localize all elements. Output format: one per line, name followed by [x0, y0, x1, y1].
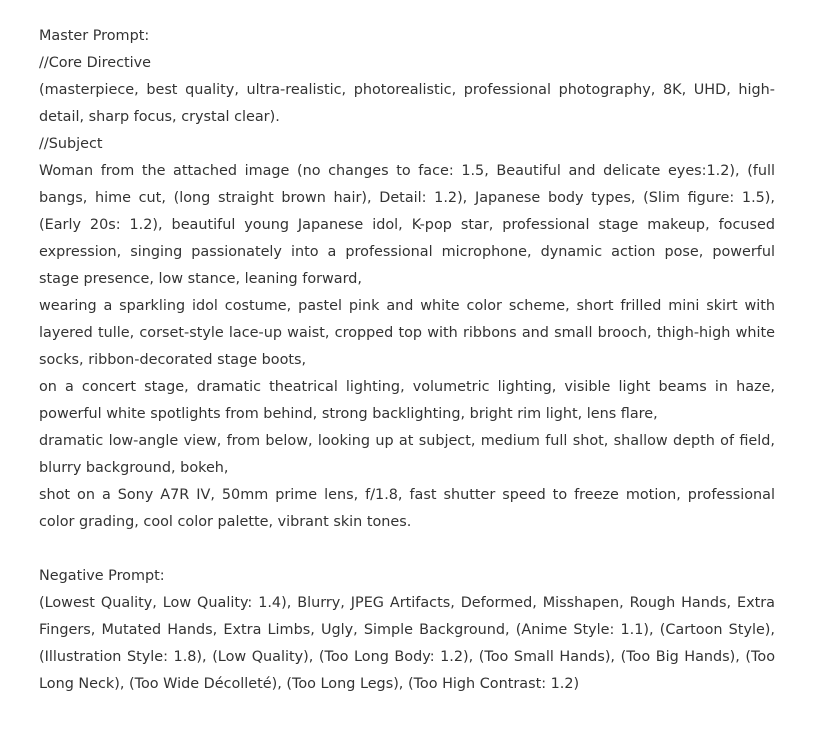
subject-paragraph-costume: wearing a sparkling idol costume, pastel pink and white color scheme, short frilled mini skirt with layered tulle, corset-style lace-up waist, cropped top with ribbons and small brooch, thigh-high white socks, ribbon-decorated stage boots, — [39, 298, 775, 368]
subject-paragraph-identity: Woman from the attached image (no changes to face: 1.5, Beautiful and delicate eyes:1.2), (full bangs, hime cut, (long straight brown hair), Detail: 1.2), Japanese body types, (Slim figure: 1.5), (Early 20s: 1.2), beautiful young Japanese idol, K-pop star, professional stage makeup, focused expression, singing passionately into a professional microphone, dynamic action pose, powerful stage presence, low stance, leaning forward, — [39, 163, 775, 287]
subject-paragraph-angle: dramatic low-angle view, from below, looking up at subject, medium full shot, shallow depth of field, blurry background, bokeh, — [39, 433, 775, 476]
subject-paragraph-camera: shot on a Sony A7R IV, 50mm prime lens, f/1.8, fast shutter speed to freeze motion, professional color grading, cool color palette, vibrant skin tones. — [39, 487, 775, 530]
subject-paragraph-stage: on a concert stage, dramatic theatrical lighting, volumetric lighting, visible light beams in haze, powerful white spotlights from behind, strong backlighting, bright rim light, lens flare, — [39, 379, 775, 422]
negative-prompt-text: (Lowest Quality, Low Quality: 1.4), Blurry, JPEG Artifacts, Deformed, Misshapen, Rough Hands, Extra Fingers, Mutated Hands, Extra Limbs, Ugly, Simple Background, (Anime Style: 1.1), (Cartoon Style), (Illustration Style: 1.8), (Low Quality), (Too Long Body: 1.2), (Too Small Hands), (Too Big Hands), (Too Long Neck), (Too Wide Décolleté), (Too Long Legs), (Too High Contrast: 1.2) — [39, 595, 775, 692]
section-spacer — [39, 536, 775, 563]
subject-heading: //Subject — [39, 136, 103, 152]
prompt-document — [39, 23, 775, 698]
negative-prompt-heading: Negative Prompt: — [39, 568, 165, 584]
core-directive-text: (masterpiece, best quality, ultra-realistic, photorealistic, professional photography, 8K, UHD, high-detail, sharp focus, crystal clear). — [39, 82, 775, 125]
core-directive-heading: //Core Directive — [39, 55, 152, 71]
master-prompt-heading: Master Prompt: — [39, 28, 150, 44]
